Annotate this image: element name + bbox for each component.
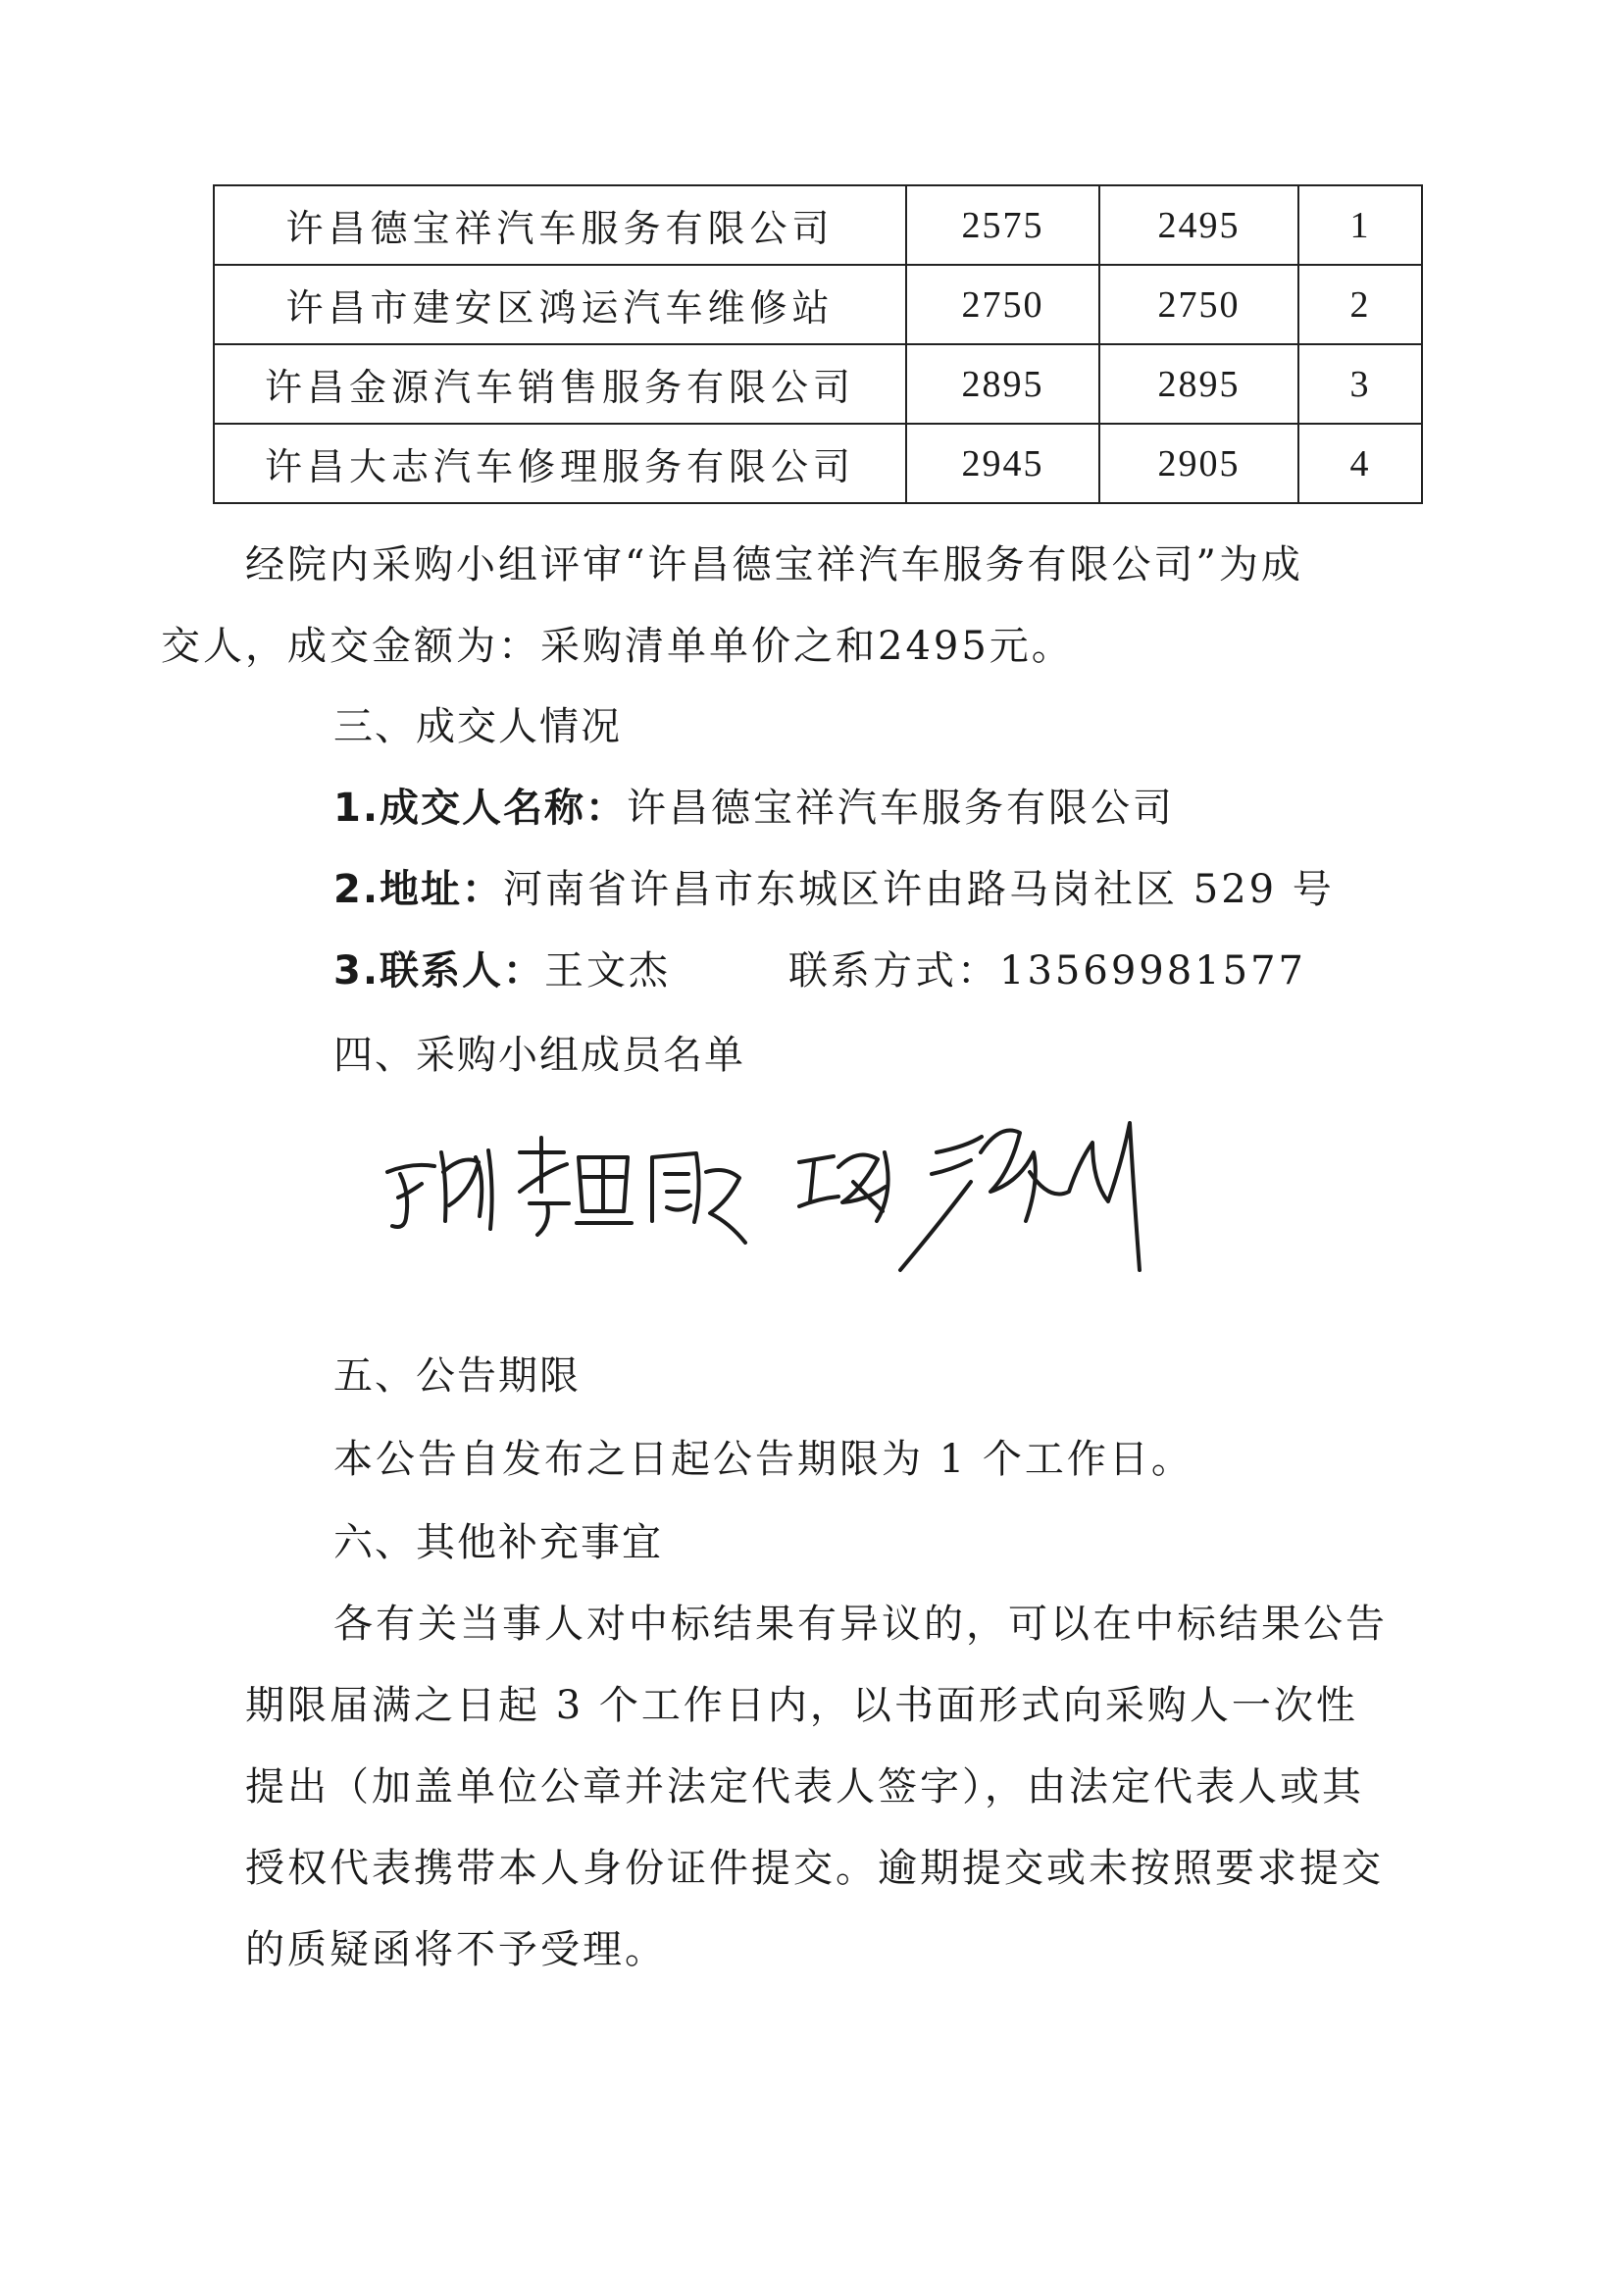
rank-cell: 1: [1298, 185, 1422, 265]
first-quote-cell: 2945: [906, 424, 1099, 503]
winner-name-label: 1.成交人名称：: [333, 786, 628, 831]
winner-address-label: 2.地址：: [333, 867, 504, 912]
handwritten-signatures: [382, 1113, 1294, 1309]
section-heading-announcement-period: 五、公告期限: [333, 1353, 581, 1399]
final-quote-cell: 2905: [1099, 424, 1298, 503]
section-heading-winner: 三、成交人情况: [333, 704, 622, 749]
winner-address-value: 河南省许昌市东城区许由路马岗社区 529 号: [503, 867, 1335, 912]
rank-cell: 4: [1298, 424, 1422, 503]
bid-row: [214, 344, 1422, 424]
bid-company-cell: 许昌市建安区鸿运汽车维修站: [214, 265, 906, 344]
contact-person-label: 3.联系人：: [333, 948, 545, 994]
contact-phone-value: 13569981577: [999, 948, 1306, 994]
section-heading-other-matters: 六、其他补充事宜: [333, 1520, 663, 1565]
contact-person-value: 王文杰: [544, 948, 672, 994]
bid-company-cell: 许昌大志汽车修理服务有限公司: [214, 424, 906, 503]
conclusion-paragraph: 经院内采购小组评审“许昌德宝祥汽车服务有限公司”为成交人，成交金额为：采购清单单价之和2495元。: [161, 542, 1303, 669]
bid-row: [214, 185, 1422, 265]
winner-name-value: 许昌德宝祥汽车服务有限公司: [627, 786, 1176, 831]
bid-row: [214, 265, 1422, 344]
final-quote-cell: 2750: [1099, 265, 1298, 344]
winner-address-line: [333, 849, 1335, 931]
bid-results-body: [214, 185, 1422, 503]
other-matters-paragraph: 各有关当事人对中标结果有异议的，可以在中标结果公告期限届满之日起 3 个工作日内，以书面形式向采购人一次性提出（加盖单位公章并法定代表人签字），由法定代表人或其授权代表携带本人身份证件提交。逾期提交或未按照要求提交的质疑函将不予受理。: [245, 1602, 1388, 1972]
final-quote-cell: 2495: [1099, 185, 1298, 265]
bid-company-cell: 许昌金源汽车销售服务有限公司: [214, 344, 906, 424]
winner-name-line: [333, 768, 1175, 849]
first-quote-cell: 2895: [906, 344, 1099, 424]
contact-phone-label: 联系方式：: [788, 948, 1000, 994]
first-quote-cell: 2750: [906, 265, 1099, 344]
winner-contact-line: [333, 931, 1306, 1012]
bid-company-cell: 许昌德宝祥汽车服务有限公司: [214, 185, 906, 265]
final-quote-cell: 2895: [1099, 344, 1298, 424]
bid-results-table: [213, 184, 1423, 504]
announcement-period-text: 本公告自发布之日起公告期限为 1 个工作日。: [333, 1437, 1193, 1482]
rank-cell: 3: [1298, 344, 1422, 424]
section-heading-group-members: 四、采购小组成员名单: [333, 1033, 745, 1078]
bid-row: [214, 424, 1422, 503]
rank-cell: 2: [1298, 265, 1422, 344]
first-quote-cell: 2575: [906, 185, 1099, 265]
